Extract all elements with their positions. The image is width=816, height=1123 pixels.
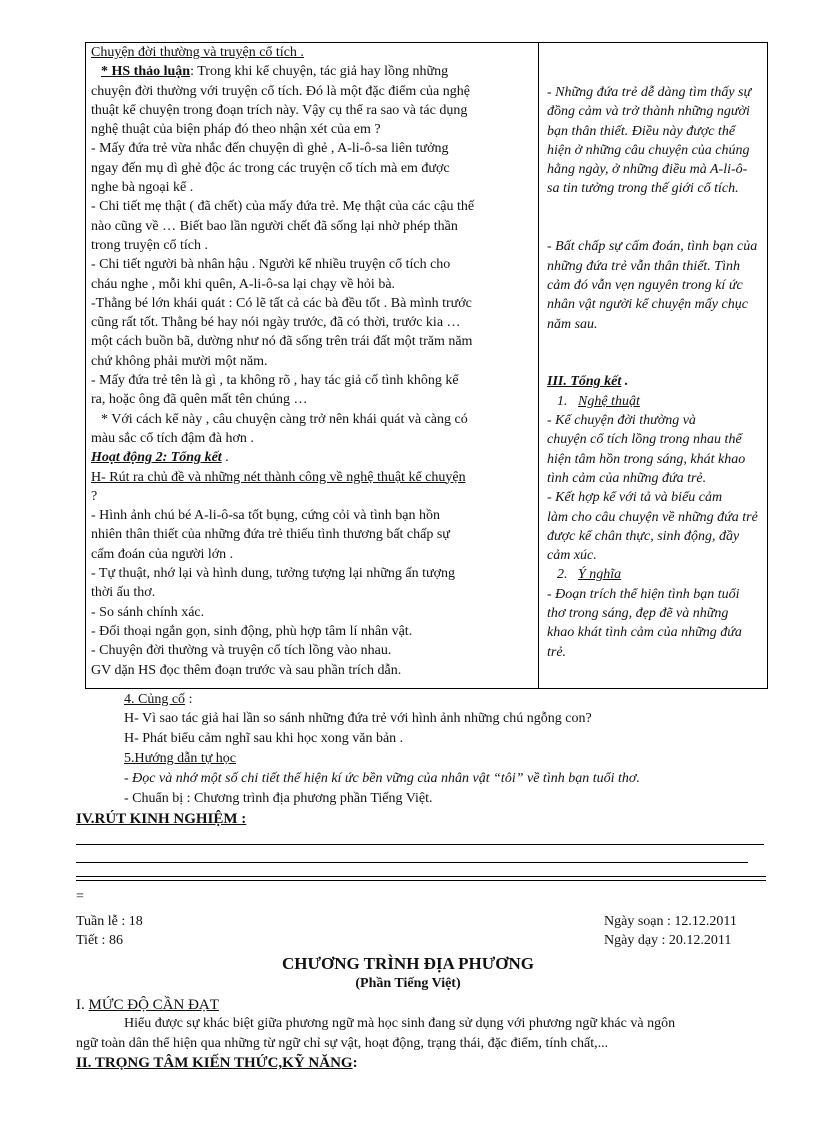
activity-2-heading: Hoạt động 2: Tổng kết [91,450,222,466]
table-line: trẻ. [547,644,567,660]
table-line: thuật kể chuyện trong đoạn trích này. Vậy cụ thể ra sao và tác dụng [91,102,468,118]
table-line: trong truyện cổ tích . [91,237,209,253]
table-line: được kể chân thực, sinh động, đầy [547,528,740,544]
table-line: - Đối thoại ngắn gọn, sinh động, phù hợp tâm lí nhân vật. [91,623,413,639]
table-line: - So sánh chính xác. [91,604,205,620]
table-line: - Hình ảnh chú bé A-li-ô-sa tốt bụng, cứng cỏi và tình bạn hồn [91,508,440,524]
table-line: cháu nghe , mỗi khi quên, A-li-ô-sa lại chạy về hỏi bà. [91,276,396,292]
table-line: - Mấy đứa trẻ vừa nhắc đến chuyện dì ghẻ , A-li-ô-sa liên tưởng [91,141,449,157]
table-line: - Tự thuật, nhớ lại và hình dung, tưởng tượng lại những ấn tượng [91,566,455,582]
notes-line [76,862,748,863]
art-subheading: Nghệ thuật [578,393,640,409]
table-line: ngay đến mụ dì ghẻ độc ác trong các truyện cổ tích mà em được [91,160,450,176]
lesson-title: CHƯƠNG TRÌNH ĐỊA PHƯƠNG [281,954,535,973]
table-line: cấm đoán của người lớn . [91,546,234,562]
table-line: - Những đứa trẻ dễ dàng tìm thấy sự [547,85,752,100]
consolidation-question: H- Vì sao tác giả hai lần so sánh những đứa trẻ với hình ảnh những chú ngỗng con? [124,711,592,726]
table-line: khao khát tình cảm của những đứa [547,625,742,641]
section-1-heading: I. MỨC ĐỘ CẦN ĐẠT [76,997,219,1013]
consolidation-question: H- Phát biểu cảm nghĩ sau khi học xong văn bản . [124,731,404,746]
notes-line [76,844,764,845]
table-line: - Kết hợp kể với tả và biểu cảm [547,490,723,506]
table-line: đồng cảm và trở thành những người [547,104,750,120]
activity-column: Chuyện đời thường và truyện cổ tích . * HS thảo luận: Trong khi kể chuyện, tác giả hay lồng những chuyện đời thường với truyện cổ tích. Đó là một đặc điểm của nghệ thuật kể chuyện trong đoạn trích này. Vậy cụ thể ra sao và tác dụng nghệ thuật của biện pháp đó theo nhận xét của em ? - Mấy đứa trẻ vừa nhắc đến chuyện dì ghẻ , A-li-ô-sa liên tưởng ngay đến mụ dì ghẻ độc ác trong các truyện cổ tích mà em được nghe bà ngoại kể . - Chi tiết mẹ thật ( đã chết) của mấy đứa trẻ. Mẹ thật của các cậu thế nào cũng về … Biết bao lần người chết đã sống lại nhờ phép thần trong truyện cổ tích . - Chi tiết người bà nhân hậu . Người kể nhiều truyện cổ tích cho cháu nghe , mỗi khi quên, A-li-ô-sa lại chạy về hỏi bà. -Thằng bé lớn khái quát : Có lẽ tất cả các bà đều tốt . Bà mình trước cũng rất tốt. Thằng bé hay nói ngày trước, đã có thời, trước kia … một cách buồn bã, dường như nó đã sống trên trái đất một trăm năm chứ không phải mười một năm. - Mấy đứa trẻ tên là gì , ta không rõ , hay tác giả cố tình không kể ra, hoặc ông đã quên mất tên chúng … * Với cách kể này , câu chuyện càng trở nên khái quát và càng có màu sắc cổ tích đậm đà hơn . Hoạt động 2: Tổng kết . H- Rút ra chủ đề và những nét thành công về nghệ thuật kể chuyện ? - Hình ảnh chú bé A-li-ô-sa tốt bụng, cứng cỏi và tình bạn hồn nhiên thân thiết của những đứa trẻ thiếu tình thương bất chấp sự cấm đoán của người lớn . - Tự thuật, nhớ lại và hình dung, tưởng tượng lại những ấn tượng thời ấu thơ. - So sánh chính xác. - Đối thoại ngắn gọn, sinh động, phù hợp tâm lí nhân vật. - Chuyện đời thường và truyện cổ tích lồng vào nhau. GV dặn HS đọc thêm đoạn trước và sau phần trích dẫn. [91,43,531,680]
self-study-line: - Đọc và nhớ một số chi tiết thể hiện kí ức bền vững của nhân vật “tôi” về tình bạn tuổi thơ. [124,771,640,786]
table-line: - Bất chấp sự cấm đoán, tình bạn của [547,239,758,255]
list-number: 1. [557,393,568,409]
table-line: tình cảm của những đứa trẻ. [547,470,707,486]
self-study-line: - Chuẩn bị : Chương trình địa phương phần Tiếng Việt. [124,791,433,806]
table-line: cảm đó vẫn vẹn nguyên trong kí ức [547,277,743,293]
table-line: nhân vật người kể chuyện mấy chục [547,297,748,313]
table-line: * Với cách kể này , câu chuyện càng trở nên khái quát và càng có [101,411,468,427]
week-label: Tuần lễ : 18 [76,914,143,929]
table-line: - Mấy đứa trẻ tên là gì , ta không rõ , hay tác giả cố tình không kể [91,373,459,389]
table-line: - Chi tiết mẹ thật ( đã chết) của mấy đứa trẻ. Mẹ thật của các cậu thế [91,199,475,215]
table-line: bạn thân thiết. Điều này được thể [547,123,736,139]
table-line: những đứa trẻ vẫn thân thiết. Tình [547,258,740,274]
table-line: ra, hoặc ông đã quên mất tên chúng … [91,392,308,408]
table-line: một cách buồn bã, dường như nó đã sống trên trái đất một trăm năm [91,334,473,350]
table-line: cũng rất tốt. Thằng bé hay nói ngày trước, đã có thời, trước kia … [91,315,461,331]
table-line: hiện ở những câu chuyện của chúng [547,142,750,158]
notes-line [76,880,766,881]
self-study-heading: 5.Hướng dẫn tự học [124,751,237,766]
table-line: nghệ thuật của biện pháp đó theo nhận xét của em ? [91,122,381,138]
table-line: màu sắc cổ tích đậm đà hơn . [91,430,254,446]
table-line: hằng ngày, ở những điều mà A-li-ô- [547,162,748,178]
list-number: 2. [557,567,568,583]
table-line: : Trong khi kể chuyện, tác giả hay lồng những [190,64,449,80]
prepared-date: Ngày soạn : 12.12.2011 [604,914,737,929]
section-2-heading: II. TRỌNG TÂM KIẾN THỨC,KỸ NĂNG: [76,1055,358,1071]
teaching-date: Ngày dạy : 20.12.2011 [604,933,732,948]
discussion-label: * HS thảo luận [101,64,191,80]
experience-heading: IV.RÚT KINH NGHIỆM : [76,811,247,827]
equals-mark: = [76,889,84,904]
table-line: - Đoạn trích thể hiện tình bạn tuổi [547,586,740,602]
table-line: - Kể chuyện đời thường và [547,413,696,429]
table-line: thơ trong sáng, đẹp đẽ và những [547,606,729,622]
summary-heading: III. Tổng kết [547,374,622,390]
content-column: - Những đứa trẻ dễ dàng tìm thấy sự đồng cảm và trở thành những người bạn thân thiết. Điều này được thể hiện ở những câu chuyện của chúng hằng ngày, ở những điều mà A-li-ô- sa tin tưởng trong thế giới cổ tích. - Bất chấp sự cấm đoán, tình bạn của những đứa trẻ vẫn thân thiết. Tình cảm đó vẫn vẹn nguyên trong kí ức nhân vật người kể chuyện mấy chục năm sau. III. Tổng kết . 1. Nghệ thuật - Kể chuyện đời thường và chuyện cổ tích lồng trong nhau thể hiện tâm hồn trong sáng, khát khao tình cảm của những đứa trẻ. - Kết hợp kể với tả và biểu cảm làm cho câu chuyện về những đứa trẻ được kể chân thực, sinh động, đầy cảm xúc. 2. Ý nghĩa - Đoạn trích thể hiện tình bạn tuổi thơ trong sáng, đẹp đẽ và những khao khát tình cảm của những đứa trẻ. [547,83,761,662]
objective-text: ngữ toàn dân thể hiện qua những từ ngữ chỉ sự vật, hoạt động, trạng thái, đặc điểm, tính chất,... [76,1036,609,1051]
table-line: ? [91,488,98,504]
table-line: chuyện đời thường với truyện cổ tích. Đó là một đặc điểm của nghệ [91,83,470,99]
table-line: nghe bà ngoại kể . [91,180,194,196]
table-line: nhiên thân thiết của những đứa trẻ thiếu tình thương bất chấp sự [91,527,450,543]
consolidation-heading: 4. Củng cố : [124,692,193,707]
table-line: năm sau. [547,316,598,332]
table-line: thời ấu thơ. [91,585,156,601]
table-line: cảm xúc. [547,548,597,564]
table-line: -Thằng bé lớn khái quát : Có lẽ tất cả các bà đều tốt . Bà mình trước [91,295,472,311]
table-column-divider [538,43,539,688]
table-line: làm cho câu chuyện về những đứa trẻ [547,509,758,525]
table-line: sa tin tưởng trong thế giới cổ tích. [547,181,739,197]
period-label: Tiết : 86 [76,933,123,948]
table-line: chuyện cổ tích lồng trong nhau thể [547,432,742,448]
table-line: Chuyện đời thường và truyện cổ tích . [91,45,304,60]
lesson-subtitle: (Phần Tiếng Việt) [355,976,461,991]
table-line: - Chi tiết người bà nhân hậu . Người kể nhiều truyện cổ tích cho [91,257,451,273]
table-line: hiện tâm hồn trong sáng, khát khao [547,451,746,467]
objective-text: Hiểu được sự khác biệt giữa phương ngữ mà học sinh đang sử dụng với phương ngữ khác và ngôn [124,1016,676,1031]
table-line: - Chuyện đời thường và truyện cổ tích lồng vào nhau. [91,643,392,659]
lesson-table [85,42,768,689]
table-line: H- Rút ra chủ đề và những nét thành công về nghệ thuật kể chuyện [91,469,466,485]
table-line: chứ không phải mười một năm. [91,353,268,369]
notes-line [76,876,766,877]
table-line: GV dặn HS đọc thêm đoạn trước và sau phần trích dẫn. [91,662,402,678]
table-line: nào cũng về … Biết bao lần người chết đã sống lại nhờ phép thần [91,218,458,234]
meaning-subheading: Ý nghĩa [578,567,622,583]
